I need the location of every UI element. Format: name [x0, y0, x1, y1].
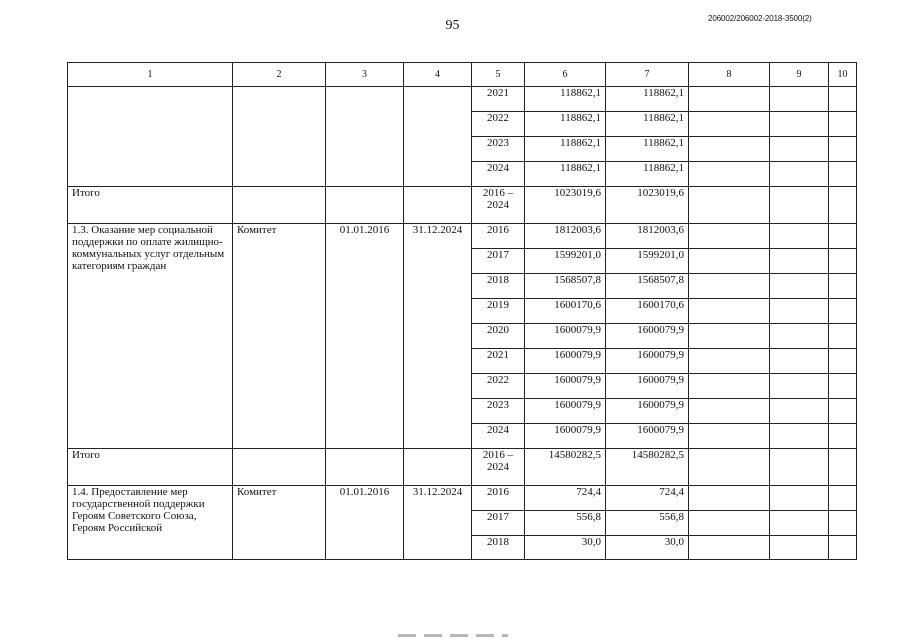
year-cell: 2017 [472, 511, 525, 536]
year-cell: 2019 [472, 299, 525, 324]
amount-cell: 1599201,0 [606, 249, 689, 274]
executor-name: Комитет [233, 486, 326, 560]
empty-cell [770, 249, 829, 274]
amount-cell: 1600079,9 [606, 349, 689, 374]
amount-cell: 1600079,9 [606, 399, 689, 424]
column-header: 2 [233, 63, 326, 87]
amount-cell: 1600170,6 [525, 299, 606, 324]
empty-cell [770, 536, 829, 560]
amount-cell: 1600079,9 [525, 324, 606, 349]
year-cell: 2023 [472, 399, 525, 424]
column-header: 7 [606, 63, 689, 87]
empty-cell [770, 224, 829, 249]
end-date-cell [404, 87, 472, 187]
empty-cell [689, 187, 770, 224]
empty-cell [829, 324, 857, 349]
empty-cell [689, 449, 770, 486]
period-end: 2024 [487, 199, 509, 211]
table-row [68, 87, 857, 112]
end-date: 31.12.2024 [404, 224, 472, 449]
empty-cell [770, 449, 829, 486]
empty-cell [689, 374, 770, 399]
column-header: 10 [829, 63, 857, 87]
column-header: 4 [404, 63, 472, 87]
empty-cell [689, 162, 770, 187]
amount-cell: 724,4 [606, 486, 689, 511]
empty-cell [829, 486, 857, 511]
end-date: 31.12.2024 [404, 486, 472, 560]
empty-cell [770, 399, 829, 424]
empty-cell [689, 324, 770, 349]
empty-cell [770, 374, 829, 399]
amount-cell: 1600079,9 [606, 424, 689, 449]
empty-cell [689, 536, 770, 560]
empty-cell [689, 137, 770, 162]
year-cell: 2022 [472, 374, 525, 399]
empty-cell [689, 424, 770, 449]
amount-cell: 118862,1 [606, 162, 689, 187]
empty-cell [770, 162, 829, 187]
year-cell: 2022 [472, 112, 525, 137]
program-cell [68, 87, 233, 187]
column-header: 3 [326, 63, 404, 87]
empty-cell [829, 137, 857, 162]
total-row [68, 187, 857, 224]
start-date: 01.01.2016 [326, 486, 404, 560]
empty-cell [770, 187, 829, 224]
empty-cell [829, 374, 857, 399]
empty-cell [770, 486, 829, 511]
empty-cell [829, 249, 857, 274]
amount-cell: 1600079,9 [525, 424, 606, 449]
empty-cell [326, 187, 404, 224]
empty-cell [770, 299, 829, 324]
empty-cell [770, 511, 829, 536]
program-name: 1.3. Оказание мер социальной поддержки по оплате жилищно-коммунальных услуг отдельным категориям граждан [68, 224, 233, 449]
column-header-row [68, 63, 857, 87]
empty-cell [689, 87, 770, 112]
table-row [68, 224, 857, 249]
total-label: Итого [68, 187, 233, 224]
empty-cell [233, 449, 326, 486]
amount-cell: 118862,1 [606, 137, 689, 162]
executor-name: Комитет [233, 224, 326, 449]
empty-cell [233, 187, 326, 224]
year-cell: 2018 [472, 536, 525, 560]
amount-cell: 1600079,9 [606, 324, 689, 349]
column-header: 6 [525, 63, 606, 87]
empty-cell [404, 449, 472, 486]
amount-cell: 118862,1 [525, 162, 606, 187]
year-cell: 2021 [472, 349, 525, 374]
empty-cell [829, 162, 857, 187]
empty-cell [829, 87, 857, 112]
amount-cell: 14580282,5 [606, 449, 689, 486]
period-cell [472, 449, 525, 486]
year-cell: 2020 [472, 324, 525, 349]
empty-cell [689, 112, 770, 137]
empty-cell [829, 536, 857, 560]
amount-cell: 1600079,9 [525, 374, 606, 399]
executor-cell [233, 87, 326, 187]
total-row [68, 449, 857, 486]
empty-cell [829, 449, 857, 486]
empty-cell [689, 224, 770, 249]
empty-cell [829, 224, 857, 249]
document-code: 206002/206002-2018-3500(2) [708, 14, 812, 23]
empty-cell [689, 349, 770, 374]
empty-cell [689, 299, 770, 324]
period-start: 2016 – [482, 187, 514, 199]
amount-cell: 556,8 [525, 511, 606, 536]
empty-cell [689, 486, 770, 511]
amount-cell: 1812003,6 [525, 224, 606, 249]
start-date: 01.01.2016 [326, 224, 404, 449]
year-cell: 2017 [472, 249, 525, 274]
empty-cell [770, 112, 829, 137]
amount-cell: 1599201,0 [525, 249, 606, 274]
amount-cell: 556,8 [606, 511, 689, 536]
amount-cell: 30,0 [525, 536, 606, 560]
empty-cell [326, 449, 404, 486]
program-name: 1.4. Предоставление мер государственной поддержки Героям Советского Союза, Героям Российской [68, 486, 233, 560]
period-cell [472, 187, 525, 224]
amount-cell: 1600079,9 [525, 349, 606, 374]
amount-cell: 1600079,9 [525, 399, 606, 424]
amount-cell: 118862,1 [525, 87, 606, 112]
amount-cell: 118862,1 [606, 87, 689, 112]
column-header: 8 [689, 63, 770, 87]
amount-cell: 1568507,8 [525, 274, 606, 299]
empty-cell [770, 324, 829, 349]
year-cell: 2018 [472, 274, 525, 299]
total-label: Итого [68, 449, 233, 486]
period-start: 2016 – [482, 449, 514, 461]
amount-cell: 1812003,6 [606, 224, 689, 249]
empty-cell [689, 511, 770, 536]
empty-cell [829, 399, 857, 424]
empty-cell [770, 137, 829, 162]
period-end: 2024 [487, 461, 509, 473]
year-cell: 2023 [472, 137, 525, 162]
amount-cell: 1023019,6 [606, 187, 689, 224]
empty-cell [770, 349, 829, 374]
empty-cell [829, 274, 857, 299]
amount-cell: 1600079,9 [606, 374, 689, 399]
empty-cell [829, 299, 857, 324]
empty-cell [829, 511, 857, 536]
table-row [68, 486, 857, 511]
year-cell: 2021 [472, 87, 525, 112]
empty-cell [770, 87, 829, 112]
empty-cell [770, 274, 829, 299]
amount-cell: 14580282,5 [525, 449, 606, 486]
year-cell: 2024 [472, 424, 525, 449]
amount-cell: 118862,1 [606, 112, 689, 137]
amount-cell: 1023019,6 [525, 187, 606, 224]
amount-cell: 1568507,8 [606, 274, 689, 299]
amount-cell: 1600170,6 [606, 299, 689, 324]
empty-cell [829, 349, 857, 374]
column-header: 5 [472, 63, 525, 87]
amount-cell: 30,0 [606, 536, 689, 560]
empty-cell [404, 187, 472, 224]
empty-cell [770, 424, 829, 449]
program-table [67, 62, 857, 560]
empty-cell [829, 187, 857, 224]
amount-cell: 118862,1 [525, 137, 606, 162]
column-header: 1 [68, 63, 233, 87]
column-header: 9 [770, 63, 829, 87]
amount-cell: 724,4 [525, 486, 606, 511]
empty-cell [829, 112, 857, 137]
scan-artifact [398, 634, 508, 637]
empty-cell [829, 424, 857, 449]
empty-cell [689, 399, 770, 424]
empty-cell [689, 249, 770, 274]
page-number: 95 [445, 18, 460, 33]
year-cell: 2016 [472, 224, 525, 249]
year-cell: 2016 [472, 486, 525, 511]
empty-cell [689, 274, 770, 299]
amount-cell: 118862,1 [525, 112, 606, 137]
year-cell: 2024 [472, 162, 525, 187]
start-date-cell [326, 87, 404, 187]
